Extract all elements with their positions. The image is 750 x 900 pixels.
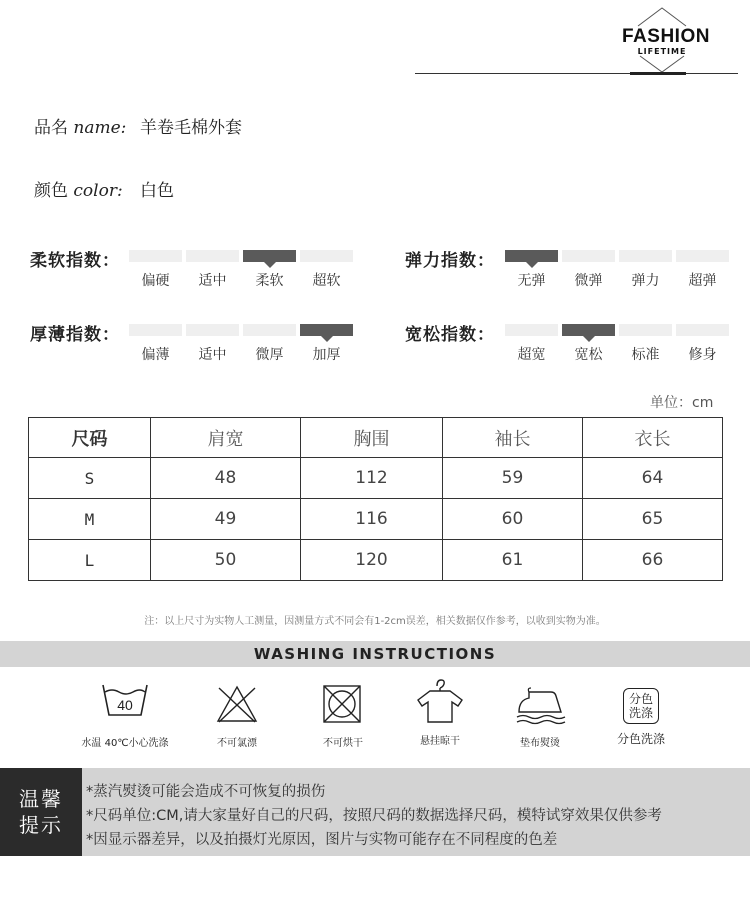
fit-option-label: 超宽 — [517, 347, 546, 363]
elasticity-title: 弹力指数： — [405, 251, 495, 271]
fit-segment — [676, 324, 729, 336]
cell-length: 66 — [583, 540, 723, 581]
table-row — [29, 540, 723, 581]
thickness-segment — [129, 324, 182, 336]
wash-label-6: 分色洗涤 — [616, 732, 665, 746]
elasticity-option-label: 微弹 — [574, 273, 603, 289]
product-name-label-cn: 品名 — [34, 118, 68, 138]
cell-chest: 120 — [301, 540, 443, 581]
product-color-label — [34, 176, 123, 201]
softness-option-label: 柔软 — [255, 273, 284, 289]
cell-chest: 112 — [301, 458, 443, 499]
thickness-title: 厚薄指数： — [30, 325, 120, 345]
notice-title — [0, 768, 82, 856]
softness-option-label: 超软 — [312, 273, 341, 289]
elasticity-segment — [676, 250, 729, 262]
wash-40-icon — [100, 682, 150, 718]
table-row — [29, 499, 723, 540]
brand-logo — [620, 6, 710, 76]
cell-shoulder: 49 — [151, 499, 301, 540]
cell-chest: 116 — [301, 499, 443, 540]
softness-segment-selected — [243, 250, 296, 262]
size-table-header — [29, 418, 723, 458]
measurement-note: 注：以上尺寸为实物人工测量，因测量方式不同会有1-2cm误差，相关数据仅作参考，以收到实物为准。 — [144, 616, 606, 627]
header-chest: 胸围 — [301, 418, 443, 458]
notice-panel — [0, 768, 750, 856]
header-length: 衣长 — [583, 418, 723, 458]
thickness-segment-selected — [300, 324, 353, 336]
brand-tagline: LIFETIME — [637, 47, 687, 56]
wash-separately-badge-line2: 洗涤 — [628, 706, 653, 720]
fit-title: 宽松指数： — [405, 325, 495, 345]
fit-segment-selected — [562, 324, 615, 336]
product-name-value: 羊卷毛棉外套 — [140, 118, 242, 138]
fit-option-label: 标准 — [631, 347, 660, 363]
product-name-label — [34, 113, 126, 138]
wash-label-3: 不可烘干 — [323, 738, 363, 749]
notice-line-1: *蒸汽熨烫可能会造成不可恢复的损伤 — [86, 784, 326, 800]
thickness-segment — [243, 324, 296, 336]
fit-option-label: 修身 — [688, 347, 717, 363]
wash-temperature-text: 40 — [117, 697, 133, 713]
cell-size: S — [29, 458, 151, 499]
wash-separately-badge-line1: 分色 — [628, 692, 653, 706]
thickness-option-label: 加厚 — [312, 347, 341, 363]
hang-dry-icon — [414, 676, 466, 726]
fit-segment — [619, 324, 672, 336]
thickness-option-label: 偏薄 — [141, 347, 170, 363]
elasticity-option-label: 超弹 — [688, 273, 717, 289]
iron-with-cloth-icon — [515, 686, 567, 726]
elasticity-segment — [562, 250, 615, 262]
no-tumble-dry-icon — [322, 684, 362, 724]
cell-size: M — [29, 499, 151, 540]
cell-shoulder: 50 — [151, 540, 301, 581]
cell-length: 65 — [583, 499, 723, 540]
fit-option-label: 宽松 — [574, 347, 603, 363]
softness-title: 柔软指数： — [30, 251, 120, 271]
header-shoulder: 肩宽 — [151, 418, 301, 458]
header-rule-accent — [630, 72, 686, 75]
elasticity-option-label: 弹力 — [631, 273, 660, 289]
notice-line-2: *尺码单位:CM,请大家量好自己的尺码，按照尺码的数据选择尺码，模特试穿效果仅供参考 — [86, 808, 662, 824]
wash-label-4: 悬挂晾干 — [420, 736, 460, 747]
wash-label-1: 水温 40℃小心洗涤 — [81, 738, 169, 749]
cell-sleeve: 61 — [443, 540, 583, 581]
cell-sleeve: 60 — [443, 499, 583, 540]
thickness-option-label: 适中 — [198, 347, 227, 363]
unit-label: 单位：cm — [650, 395, 714, 411]
cell-shoulder: 48 — [151, 458, 301, 499]
size-table — [28, 417, 723, 581]
softness-segment — [300, 250, 353, 262]
table-row — [29, 458, 723, 499]
product-name-label-en: name: — [73, 118, 127, 138]
cell-length: 64 — [583, 458, 723, 499]
cell-size: L — [29, 540, 151, 581]
notice-title-line1: 温馨 — [19, 787, 63, 811]
fit-segment — [505, 324, 558, 336]
softness-option-label: 偏硬 — [141, 273, 170, 289]
header-sleeve: 袖长 — [443, 418, 583, 458]
brand-name: FASHION — [622, 26, 710, 47]
product-color-label-cn: 颜色 — [34, 181, 68, 201]
elasticity-option-label: 无弹 — [517, 273, 546, 289]
softness-option-label: 适中 — [198, 273, 227, 289]
softness-segment — [186, 250, 239, 262]
wash-label-2: 不可氯漂 — [217, 738, 257, 749]
no-bleach-icon — [215, 684, 259, 724]
cell-sleeve: 59 — [443, 458, 583, 499]
thickness-segment — [186, 324, 239, 336]
product-color-value: 白色 — [140, 181, 174, 201]
header-rule — [415, 73, 738, 74]
thickness-option-label: 微厚 — [255, 347, 284, 363]
elasticity-segment-selected — [505, 250, 558, 262]
wash-label-5: 垫布熨烫 — [520, 738, 560, 749]
product-color-label-en: color: — [73, 181, 123, 201]
header-size: 尺码 — [29, 418, 151, 458]
wash-separately-icon — [623, 688, 659, 724]
elasticity-segment — [619, 250, 672, 262]
softness-segment — [129, 250, 182, 262]
notice-title-line2: 提示 — [19, 813, 63, 837]
notice-line-3: *因显示器差异，以及拍摄灯光原因，图片与实物可能存在不同程度的色差 — [86, 832, 558, 848]
washing-title: WASHING INSTRUCTIONS — [0, 641, 750, 667]
